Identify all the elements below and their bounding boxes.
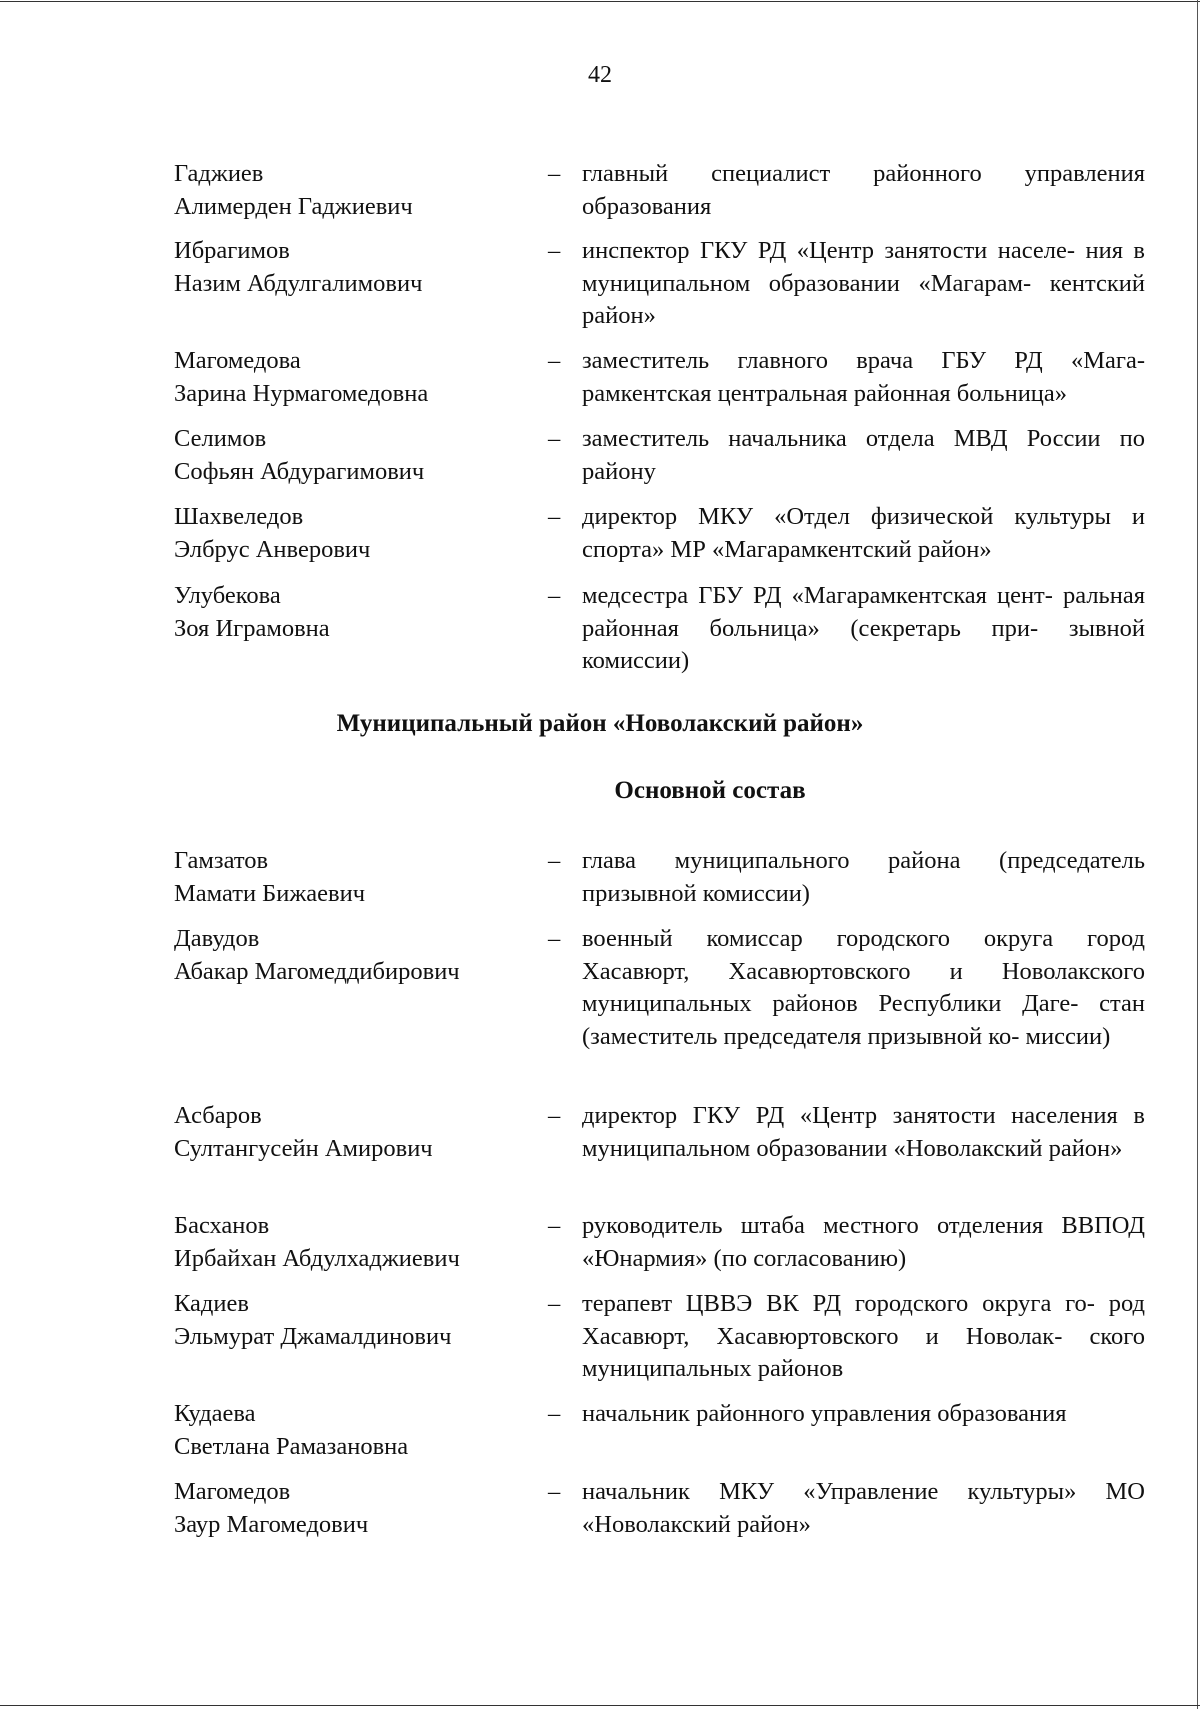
given-name: Светлана Рамазановна	[174, 1432, 409, 1460]
given-name: Ирбайхан Абдулхаджиевич	[174, 1244, 460, 1272]
surname: Кудаева	[174, 1400, 256, 1427]
position-text: глава муниципального района (председатель призывной комиссии)	[582, 847, 1145, 907]
dash: –	[548, 1102, 561, 1129]
surname: Магомедова	[174, 347, 301, 374]
list-item	[0, 1210, 1200, 1272]
surname: Магомедов	[174, 1478, 291, 1505]
list-item	[0, 1476, 1200, 1538]
list-item	[0, 1398, 1200, 1460]
given-name: Элбрус Анверович	[174, 535, 371, 563]
person-name	[174, 1476, 368, 1541]
list-item	[0, 1100, 1200, 1162]
person-name	[174, 501, 370, 566]
dash: –	[548, 237, 561, 264]
given-name: Назим Абдулгалимович	[174, 269, 423, 297]
dash: –	[548, 1478, 561, 1505]
position-text: заместитель главного врача ГБУ РД «Мага- рамкентская центральная районная больница»	[582, 347, 1145, 407]
position-text: начальник районного управления образования	[582, 1400, 1067, 1427]
list-item	[0, 845, 1200, 907]
page-edge-right	[1197, 0, 1198, 1709]
surname: Кадиев	[174, 1290, 249, 1317]
person-name	[174, 845, 365, 910]
dash: –	[548, 925, 561, 952]
position-text: медсестра ГБУ РД «Магарамкентская цент- ральная районная больница» (секретарь при- зывной комиссии)	[582, 582, 1145, 674]
page-edge-bottom	[0, 1705, 1200, 1706]
surname: Ибрагимов	[174, 237, 290, 264]
position-text: директор МКУ «Отдел физической культуры и спорта» МР «Магарамкентский район»	[582, 503, 1145, 563]
surname: Басханов	[174, 1212, 270, 1239]
person-name	[174, 1100, 433, 1165]
position-text: главный специалист районного управления образования	[582, 160, 1145, 220]
person-name	[174, 1398, 408, 1463]
surname: Шахвеледов	[174, 503, 304, 530]
list-item	[0, 923, 1200, 1050]
given-name: Зоя Играмовна	[174, 614, 330, 642]
surname: Асбаров	[174, 1102, 262, 1129]
given-name: Заур Магомедович	[174, 1510, 369, 1538]
person-name	[174, 423, 424, 488]
dash: –	[548, 1290, 561, 1317]
dash: –	[548, 1400, 561, 1427]
list-item	[0, 345, 1200, 407]
list-item	[0, 580, 1200, 674]
list-item	[0, 235, 1200, 329]
dash: –	[548, 582, 561, 609]
dash: –	[548, 1212, 561, 1239]
given-name: Зарина Нурмагомедовна	[174, 379, 429, 407]
dash: –	[548, 425, 561, 452]
position-text: директор ГКУ РД «Центр занятости населения в муниципальном образовании «Новолакский район»	[582, 1102, 1145, 1162]
list-item	[0, 423, 1200, 485]
page-edge-top	[0, 1, 1200, 2]
position-text: руководитель штаба местного отделения ВВПОД «Юнармия» (по согласованию)	[582, 1212, 1145, 1272]
given-name: Алимерден Гаджиевич	[174, 192, 413, 220]
dash: –	[548, 160, 561, 187]
list-item	[0, 1288, 1200, 1382]
list-item	[0, 501, 1200, 563]
position-text: терапевт ЦВВЭ ВК РД городского округа го- род Хасавюрт, Хасавюртовского и Новолак- ского муниципальных районов	[582, 1290, 1145, 1382]
position-text: военный комиссар городского округа город Хасавюрт, Хасавюртовского и Новолакского муниципальных районов Республики Даге- стан (заместитель председателя призывной ко- миссии)	[582, 925, 1145, 1050]
surname: Гамзатов	[174, 847, 269, 874]
given-name: Софьян Абдурагимович	[174, 457, 425, 485]
person-name	[174, 235, 422, 300]
position-text: инспектор ГКУ РД «Центр занятости населе- ния в муниципальном образовании «Магарам- кентский район»	[582, 237, 1145, 329]
surname: Гаджиев	[174, 160, 264, 187]
surname: Селимов	[174, 425, 267, 452]
given-name: Мамати Бижаевич	[174, 879, 366, 907]
position-text: начальник МКУ «Управление культуры» МО «Новолакский район»	[582, 1478, 1145, 1538]
person-name	[174, 923, 460, 988]
person-name	[174, 580, 330, 645]
section-subtitle: Основной состав	[614, 777, 806, 804]
page-number: 42	[588, 62, 612, 88]
surname: Давудов	[174, 925, 260, 952]
list-item	[0, 158, 1200, 220]
person-name	[174, 158, 413, 223]
dash: –	[548, 347, 561, 374]
dash: –	[548, 847, 561, 874]
position-text: заместитель начальника отдела МВД России по району	[582, 425, 1145, 485]
person-name	[174, 1210, 460, 1275]
person-name	[174, 1288, 451, 1353]
person-name	[174, 345, 428, 410]
given-name: Эльмурат Джамалдинович	[174, 1322, 452, 1350]
section-title: Муниципальный район «Новолакский район»	[336, 710, 864, 737]
given-name: Абакар Магомеддибирович	[174, 957, 460, 985]
given-name: Султангусейн Амирович	[174, 1134, 433, 1162]
surname: Улубекова	[174, 582, 281, 609]
dash: –	[548, 503, 561, 530]
